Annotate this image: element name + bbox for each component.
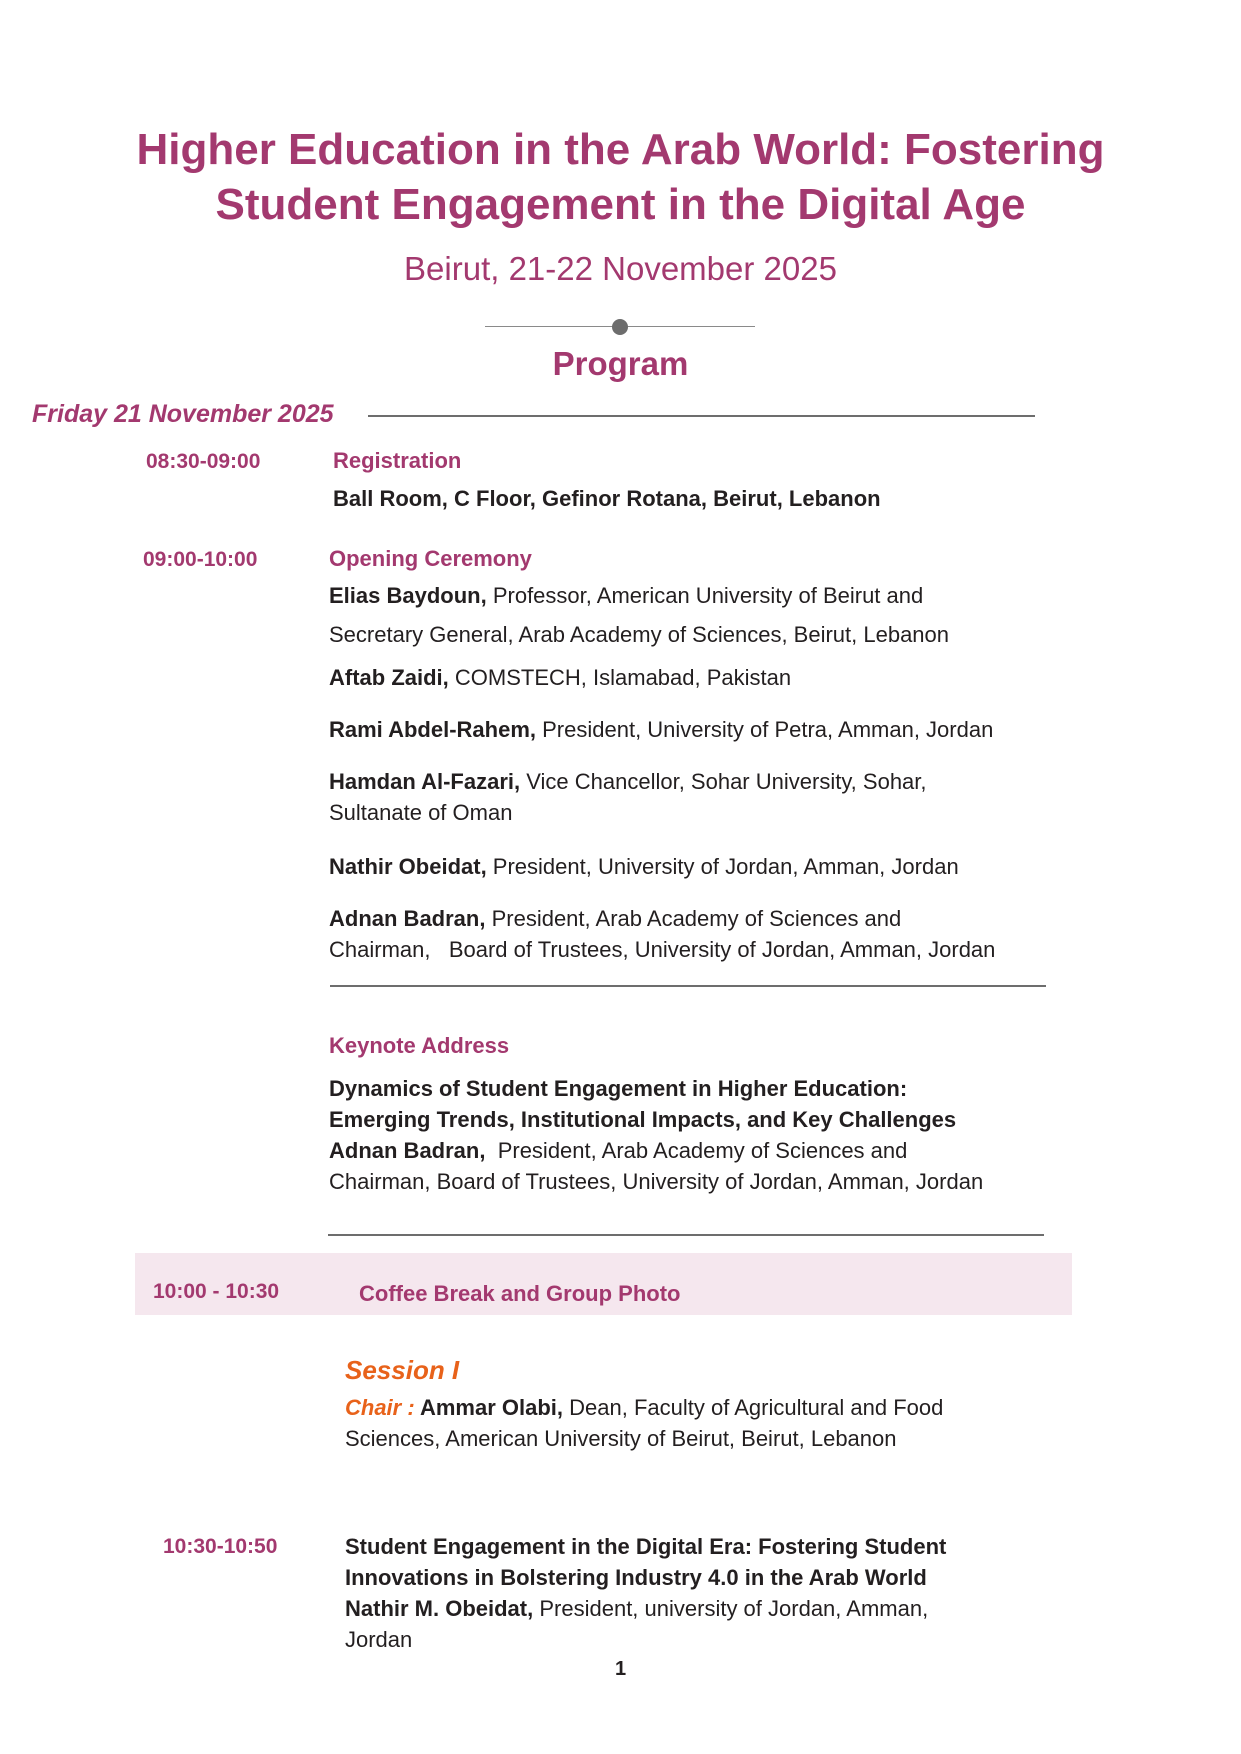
talk-speaker-name: Nathir M. Obeidat, (345, 1596, 534, 1621)
chair-name: Ammar Olabi, (414, 1395, 564, 1420)
title-line-1: Higher Education in the Arab World: Fostering (136, 125, 1105, 174)
speaker-affiliation-cont: Secretary General, Arab Academy of Sciences, Beirut, Lebanon (329, 622, 950, 647)
page-number: 1 (614, 1658, 627, 1680)
speaker-affiliation: President, University of Jordan, Amman, Jordan (486, 854, 959, 879)
chair-affiliation: Dean, Faculty of Agricultural and Food (563, 1395, 944, 1420)
chair-label: Chair : (345, 1395, 415, 1420)
speaker-affiliation: Vice Chancellor, Sohar University, Sohar, (520, 769, 927, 794)
talk-title (345, 1531, 946, 1593)
speaker-affiliation-cont: Chairman, Board of Trustees, University of Jordan, Amman, Jordan (329, 937, 996, 962)
speaker-affiliation-cont: Sultanate of Oman (329, 800, 513, 825)
program-heading: Program (552, 345, 689, 382)
talk-speaker-affiliation-cont: Jordan (345, 1627, 413, 1652)
talk-time: 10:30-10:50 (163, 1535, 278, 1558)
speaker-name: Elias Baydoun, (329, 583, 487, 608)
talk-speaker-affiliation: President, university of Jordan, Amman, (533, 1596, 929, 1621)
speaker-name: Hamdan Al-Fazari, (329, 769, 521, 794)
talk-speaker (345, 1593, 928, 1655)
registration-heading: Registration (333, 448, 462, 473)
speaker-affiliation: President, Arab Academy of Sciences and (485, 906, 902, 931)
keynote-speaker-name: Adnan Badran, (329, 1138, 486, 1163)
speaker-entry (329, 903, 995, 965)
speaker-entry (329, 662, 791, 693)
keynote-speaker-affiliation-cont: Chairman, Board of Trustees, University of Jordan, Amman, Jordan (329, 1169, 984, 1194)
speaker-entry (329, 851, 959, 882)
opening-time: 09:00-10:00 (143, 548, 258, 571)
title-line-2: Student Engagement in the Digital Age (215, 180, 1026, 229)
opening-heading: Opening Ceremony (329, 546, 532, 571)
speaker-entry (329, 714, 993, 745)
speaker-affiliation: COMSTECH, Islamabad, Pakistan (448, 665, 792, 690)
registration-venue: Ball Room, C Floor, Gefinor Rotana, Beirut, Lebanon (333, 486, 881, 511)
talk-title-line-2: Innovations in Bolstering Industry 4.0 in the Arab World (345, 1565, 927, 1590)
day-heading: Friday 21 November 2025 (32, 400, 334, 428)
day-divider (368, 415, 1035, 417)
section-divider (330, 985, 1046, 987)
speaker-name: Rami Abdel-Rahem, (329, 717, 537, 742)
speaker-entry (329, 580, 1069, 650)
page-title (60, 122, 1181, 232)
section-divider (328, 1234, 1044, 1236)
keynote-heading: Keynote Address (329, 1033, 510, 1058)
speaker-name: Aftab Zaidi, (329, 665, 449, 690)
speaker-name: Nathir Obeidat, (329, 854, 487, 879)
talk-title-line-1: Student Engagement in the Digital Era: Fostering Student (345, 1534, 947, 1559)
session-chair (345, 1392, 943, 1454)
keynote-title-line-1: Dynamics of Student Engagement in Higher Education: (329, 1076, 908, 1101)
session-title: Session I (345, 1355, 460, 1385)
coffee-break-time: 10:00 - 10:30 (153, 1280, 280, 1303)
event-date-location: Beirut, 21-22 November 2025 (404, 250, 837, 287)
coffee-break-label: Coffee Break and Group Photo (359, 1281, 681, 1306)
chair-affiliation-cont: Sciences, American University of Beirut, Beirut, Lebanon (345, 1426, 897, 1451)
keynote-title (329, 1073, 956, 1135)
keynote-speaker (329, 1135, 983, 1197)
ornament-dot (612, 319, 628, 335)
speaker-entry (329, 766, 927, 828)
keynote-title-line-2: Emerging Trends, Institutional Impacts, and Key Challenges (329, 1107, 957, 1132)
speaker-name: Adnan Badran, (329, 906, 486, 931)
speaker-affiliation: Professor, American University of Beirut and (486, 583, 924, 608)
registration-time: 08:30-09:00 (146, 450, 261, 473)
keynote-speaker-affiliation: President, Arab Academy of Sciences and (485, 1138, 908, 1163)
speaker-affiliation: President, University of Petra, Amman, Jordan (536, 717, 994, 742)
